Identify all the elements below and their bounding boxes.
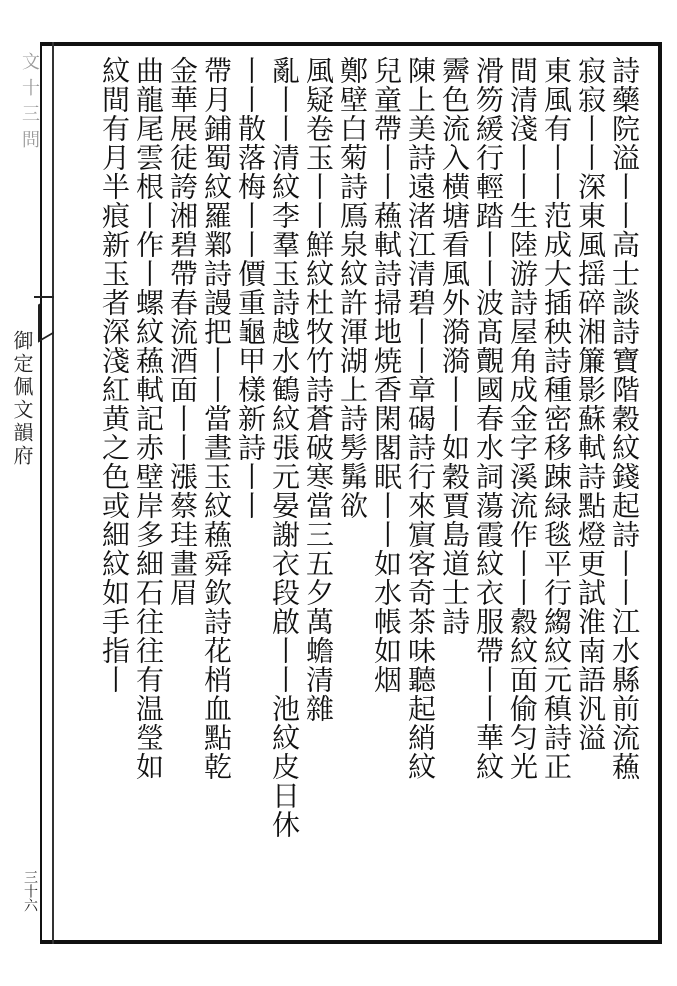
text-column-9: 鄭壁白菊詩鳫泉紋許渾湖上詩髣髴欲 — [336, 56, 369, 520]
text-column-7: 陳上美詩遠渚江清碧丨丨章碣詩行來賔客奇茶味聽起綃紋 — [404, 56, 437, 781]
frame-left-border — [40, 42, 42, 944]
text-column-6: 霽色流入横塘看風外漪漪丨丨如穀賈島道士詩 — [438, 56, 471, 636]
text-column-14: 金華展徒誇湘碧帶春流酒面丨丨漲蔡珪畫眉 — [166, 56, 199, 607]
text-column-16: 紋間有月半痕新玉者深淺紅黄之色或細紋如手指丨 — [98, 56, 131, 694]
text-column-8: 兒童帶丨丨蘓軾詩掃地焼香閑閣眠丨丨如水帳如烟 — [370, 56, 403, 694]
text-column-11: 亂丨丨清紋李羣玉詩越水鶴紋張元晏謝衣段啟丨丨池紋皮日休 — [268, 56, 301, 839]
gutter-top-fragment: 文十三問 — [19, 52, 40, 156]
frame-top-border — [40, 42, 662, 46]
page-number: 三十六 — [22, 870, 38, 912]
text-column-4: 間清淺丨丨生陸游詩屋角成金字溪流作丨丨縠紋面偷匀光 — [506, 56, 539, 781]
gutter-line — [52, 42, 54, 944]
text-column-10: 風疑卷玉丨丨鮮紋杜牧竹詩蒼破寒當三五夕萬蟾清雜 — [302, 56, 335, 723]
text-column-13: 帶月鋪蜀紋羅鄴詩謾把丨丨當晝玉紋蘓舜欽詩花梢血點乾 — [200, 56, 233, 781]
text-column-2: 寂寂丨丨深東風揺碎湘簾影蘇軾詩點燈更試淮南語汎溢 — [574, 56, 607, 752]
text-column-15: 曲龍尾雲根丨作丨螺紋蘓軾記赤壁岸多細石往往有温瑩如 — [132, 56, 165, 781]
text-column-12: 丨丨散落梅丨丨價重龜甲樣新詩丨丨 — [234, 56, 267, 520]
text-column-5: 滑笏緩行輕踏丨丨波髙覿國春水詞蕩霞紋衣服帶丨丨華紋 — [472, 56, 505, 781]
frame-right-border — [658, 42, 662, 944]
text-column-3: 東風有丨丨范成大插秧詩種密移踈緑毯平行縐紋元稹詩正 — [540, 56, 573, 781]
frame-bottom-border — [40, 940, 662, 944]
text-column-1: 詩藥院溢丨丨高士談詩寶階穀紋錢起詩丨丨江水縣前流蘓 — [608, 56, 641, 781]
book-title: 御定佩文韻府 — [10, 330, 34, 468]
